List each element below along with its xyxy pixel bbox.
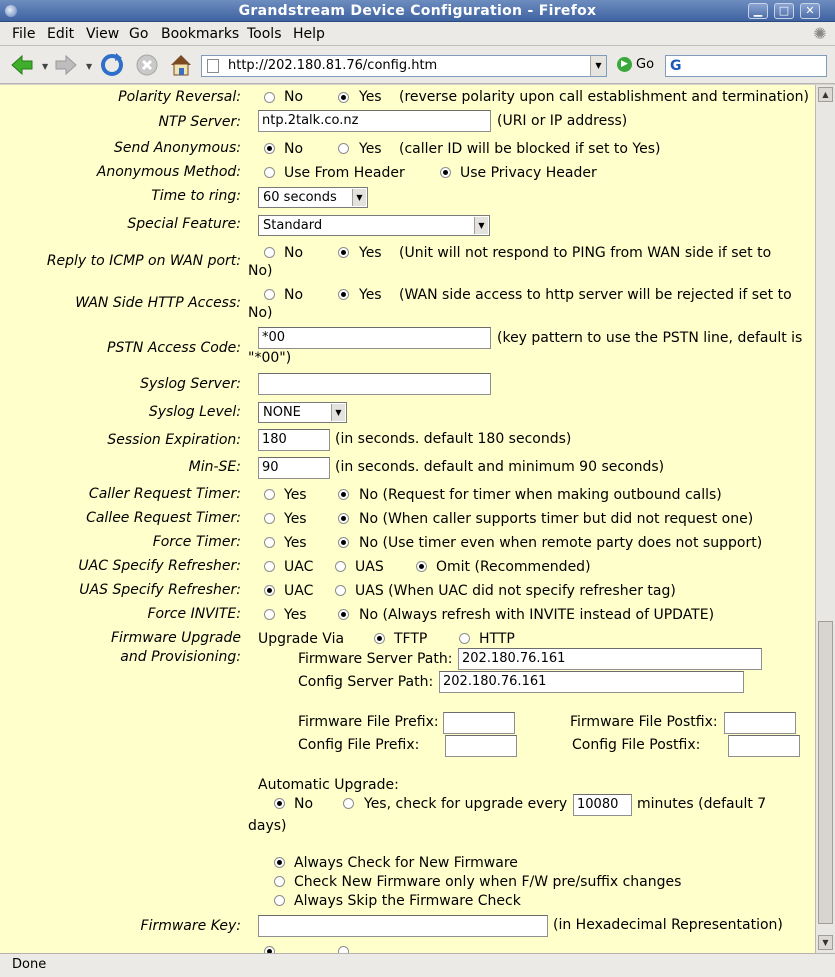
fw-key-input[interactable] <box>258 915 548 937</box>
home-button[interactable] <box>167 51 195 79</box>
fw-key-label: Firmware Key: <box>140 918 241 934</box>
uas-refresher-label: UAS Specify Refresher: <box>79 582 241 598</box>
force-invite-yes-label: Yes <box>284 607 307 623</box>
ring-select[interactable] <box>258 187 368 208</box>
menu-view[interactable]: View <box>86 26 120 42</box>
anon-method-from-label: Use From Header <box>284 165 405 181</box>
session-expiration-input[interactable]: 180 <box>258 429 330 451</box>
force-invite-label: Force INVITE: <box>147 606 241 622</box>
address-bar[interactable] <box>201 55 607 77</box>
special-value: Standard <box>263 218 323 233</box>
anon-method-privacy-label: Use Privacy Header <box>460 165 597 181</box>
polarity-no-label: No <box>284 89 304 105</box>
chevron-down-icon: ▼ <box>352 189 366 206</box>
ring-label: Time to ring: <box>151 188 241 204</box>
force-timer-label: Force Timer: <box>152 534 241 550</box>
uac-refresher-omit-label: Omit (Recommended) <box>436 559 591 575</box>
ntp-server-input[interactable]: ntp.2talk.co.nz <box>258 110 491 132</box>
status-bar <box>0 953 835 977</box>
icmp-yes-radio[interactable] <box>338 247 349 258</box>
force-timer-yes-label: Yes <box>284 535 307 551</box>
firmware-label: Firmware Upgrade <box>110 630 241 646</box>
home-icon <box>167 51 195 79</box>
anon-no-radio[interactable] <box>264 143 275 154</box>
cfg-auth-no-radio[interactable] <box>264 946 275 953</box>
wanhttp-yes-label: Yes <box>359 287 382 303</box>
caller-timer-no-radio[interactable] <box>338 489 349 500</box>
menu-bar <box>0 22 835 46</box>
ring-value: 60 seconds <box>263 190 337 205</box>
maximize-button[interactable]: □ <box>774 3 794 19</box>
uac-refresher-uac-radio[interactable] <box>264 561 275 572</box>
go-label: Go <box>636 57 655 72</box>
caller-timer-no-label: No (Request for timer when making outbound calls) <box>359 487 722 503</box>
ntp-label: NTP Server: <box>158 114 241 130</box>
auto-upgrade-no-radio[interactable] <box>274 798 285 809</box>
forward-button[interactable] <box>52 51 80 79</box>
back-dropdown-icon[interactable]: ▼ <box>42 62 49 71</box>
url-text: http://202.180.81.76/config.htm <box>228 58 438 73</box>
auto-upgrade-note: minutes (default 7 <box>637 796 767 812</box>
anon-note: (caller ID will be blocked if set to Yes) <box>399 141 661 157</box>
uas-refresher-uas-label: UAS (When UAC did not specify refresher tag) <box>355 583 676 599</box>
history-dropdown-icon[interactable]: ▼ <box>590 56 606 76</box>
firmware-label-cont: and Provisioning: <box>120 649 241 665</box>
wanhttp-note-cont: No) <box>248 305 273 321</box>
uas-refresher-uas-radio[interactable] <box>335 585 346 596</box>
go-arrow-icon: ▶ <box>617 57 632 72</box>
chevron-down-icon: ▼ <box>331 404 345 421</box>
uac-refresher-uac-label: UAC <box>284 559 314 575</box>
upgrade-via-label: Upgrade Via <box>258 631 345 647</box>
check-always-radio[interactable] <box>274 857 285 868</box>
pstn-note: (key pattern to use the PSTN line, default is <box>497 330 803 346</box>
fw-postfix-input[interactable] <box>724 712 796 734</box>
anon-method-label: Anonymous Method: <box>96 164 241 180</box>
force-invite-no-label: No (Always refresh with INVITE instead of UPDATE) <box>359 607 715 623</box>
fw-postfix-label: Firmware File Postfix: <box>570 714 718 730</box>
check-prefix-label: Check New Firmware only when F/W pre/suffix changes <box>294 874 682 890</box>
anon-method-from-radio[interactable] <box>264 167 275 178</box>
scroll-down-icon[interactable]: ▼ <box>818 935 833 950</box>
check-always-label: Always Check for New Firmware <box>294 855 518 871</box>
cfg-server-path-input[interactable]: 202.180.76.161 <box>439 671 744 693</box>
menu-help[interactable]: Help <box>293 26 325 42</box>
uac-refresher-omit-radio[interactable] <box>416 561 427 572</box>
uac-refresher-uas-radio[interactable] <box>335 561 346 572</box>
force-timer-yes-radio[interactable] <box>264 537 275 548</box>
auto-upgrade-note-cont: days) <box>248 818 287 834</box>
auto-upgrade-interval-input[interactable]: 10080 <box>573 794 632 816</box>
upgrade-http-radio[interactable] <box>459 633 470 644</box>
special-select[interactable] <box>258 215 490 236</box>
reload-icon <box>98 51 126 79</box>
forward-arrow-icon <box>52 51 80 79</box>
syslog-server-input[interactable] <box>258 373 491 395</box>
scroll-up-icon[interactable]: ▲ <box>818 87 833 102</box>
wanhttp-no-label: No <box>284 287 304 303</box>
anon-label: Send Anonymous: <box>114 140 241 156</box>
upgrade-tftp-label: TFTP <box>394 631 428 647</box>
icmp-no-label: No <box>284 245 304 261</box>
forward-dropdown-icon[interactable]: ▼ <box>86 62 93 71</box>
force-timer-no-label: No (Use timer even when remote party does not support) <box>359 535 763 551</box>
uas-refresher-uac-radio[interactable] <box>264 585 275 596</box>
search-box[interactable] <box>665 55 827 77</box>
callee-timer-label: Callee Request Timer: <box>86 510 241 526</box>
back-arrow-icon <box>8 51 36 79</box>
menu-bookmarks[interactable]: Bookmarks <box>161 26 240 42</box>
polarity-yes-radio[interactable] <box>338 92 349 103</box>
callee-timer-no-label: No (When caller supports timer but did not request one) <box>359 511 754 527</box>
upgrade-tftp-radio[interactable] <box>374 633 385 644</box>
fw-key-note: (in Hexadecimal Representation) <box>553 917 783 933</box>
min-se-input[interactable]: 90 <box>258 457 330 479</box>
cfg-server-label: Config Server Path: <box>298 674 434 690</box>
icmp-note: (Unit will not respond to PING from WAN side if set to <box>399 245 772 261</box>
menu-go[interactable]: Go <box>129 26 149 42</box>
check-prefix-radio[interactable] <box>274 876 285 887</box>
check-skip-label: Always Skip the Firmware Check <box>294 893 521 909</box>
force-timer-no-radio[interactable] <box>338 537 349 548</box>
page-icon <box>207 59 219 73</box>
auto-upgrade-yes-label: Yes, check for upgrade every <box>364 796 568 812</box>
cfg-prefix-label: Config File Prefix: <box>298 737 420 753</box>
pstn-code-input[interactable]: *00 <box>258 327 491 349</box>
back-button[interactable] <box>8 51 36 79</box>
wanhttp-no-radio[interactable] <box>264 289 275 300</box>
minimize-button[interactable]: ▁ <box>748 3 768 19</box>
page-content <box>0 85 815 953</box>
auto-upgrade-yes-radio[interactable] <box>343 798 354 809</box>
icmp-label: Reply to ICMP on WAN port: <box>46 253 241 269</box>
stop-button[interactable] <box>133 51 161 79</box>
session-label: Session Expiration: <box>107 432 241 448</box>
icmp-note-cont: No) <box>248 263 273 279</box>
go-button[interactable] <box>617 57 654 77</box>
window-title: Grandstream Device Configuration - Firefox <box>238 3 597 19</box>
throbber-icon: ✺ <box>813 24 827 43</box>
uac-refresher-label: UAC Specify Refresher: <box>78 558 241 574</box>
wanhttp-yes-radio[interactable] <box>338 289 349 300</box>
pstn-label: PSTN Access Code: <box>107 340 241 356</box>
auto-upgrade-label: Automatic Upgrade: <box>258 777 399 793</box>
syslog-level-value: NONE <box>263 405 301 420</box>
cfg-postfix-input[interactable] <box>728 735 800 757</box>
session-note: (in seconds. default 180 seconds) <box>335 431 572 447</box>
force-invite-yes-radio[interactable] <box>264 609 275 620</box>
cfg-auth-yes-radio[interactable] <box>338 946 349 953</box>
minse-label: Min-SE: <box>188 459 241 475</box>
vertical-scrollbar[interactable] <box>815 85 835 953</box>
syslog-level-select[interactable] <box>258 402 347 423</box>
wanhttp-label: WAN Side HTTP Access: <box>75 295 241 311</box>
reload-button[interactable] <box>98 51 126 79</box>
menu-tools[interactable]: Tools <box>247 26 282 42</box>
close-button[interactable]: ✕ <box>800 3 820 19</box>
google-search-icon: G <box>670 58 682 74</box>
caller-timer-yes-radio[interactable] <box>264 489 275 500</box>
icmp-yes-label: Yes <box>359 245 382 261</box>
anon-no-label: No <box>284 141 304 157</box>
anon-yes-label: Yes <box>359 141 382 157</box>
anon-yes-radio[interactable] <box>338 143 349 154</box>
ntp-note: (URI or IP address) <box>497 113 628 129</box>
navigation-toolbar <box>0 46 835 84</box>
syslog-server-label: Syslog Server: <box>140 376 241 392</box>
uas-refresher-uac-label: UAC <box>284 583 314 599</box>
scroll-thumb[interactable] <box>818 621 833 924</box>
menu-edit[interactable]: Edit <box>47 26 75 42</box>
cfg-postfix-label: Config File Postfix: <box>572 737 701 753</box>
caller-timer-yes-label: Yes <box>284 487 307 503</box>
check-skip-radio[interactable] <box>274 895 285 906</box>
icmp-no-radio[interactable] <box>264 247 275 258</box>
minse-note: (in seconds. default and minimum 90 seconds) <box>335 459 665 475</box>
title-bar <box>0 0 835 22</box>
uac-refresher-uas-label: UAS <box>355 559 384 575</box>
fw-server-path-input[interactable]: 202.180.76.161 <box>458 648 762 670</box>
chevron-down-icon: ▼ <box>474 217 488 234</box>
stop-icon <box>133 51 161 79</box>
anon-method-privacy-radio[interactable] <box>440 167 451 178</box>
fw-prefix-input[interactable] <box>443 712 515 734</box>
cfg-prefix-input[interactable] <box>445 735 517 757</box>
pstn-note-cont: "*00") <box>248 350 292 366</box>
polarity-label: Polarity Reversal: <box>118 89 241 105</box>
fw-server-label: Firmware Server Path: <box>298 651 453 667</box>
upgrade-http-label: HTTP <box>479 631 515 647</box>
caller-timer-label: Caller Request Timer: <box>88 486 241 502</box>
wanhttp-note: (WAN side access to http server will be rejected if set to <box>399 287 792 303</box>
callee-timer-no-radio[interactable] <box>338 513 349 524</box>
force-invite-no-radio[interactable] <box>338 609 349 620</box>
menu-file[interactable]: File <box>12 26 36 42</box>
polarity-note: (reverse polarity upon call establishment and termination) <box>399 89 810 105</box>
special-label: Special Feature: <box>127 216 241 232</box>
callee-timer-yes-radio[interactable] <box>264 513 275 524</box>
callee-timer-yes-label: Yes <box>284 511 307 527</box>
polarity-no-radio[interactable] <box>264 92 275 103</box>
status-text: Done <box>12 957 47 972</box>
fw-prefix-label: Firmware File Prefix: <box>298 714 439 730</box>
syslog-level-label: Syslog Level: <box>148 404 241 420</box>
auto-upgrade-no-label: No <box>294 796 314 812</box>
polarity-yes-label: Yes <box>359 89 382 105</box>
